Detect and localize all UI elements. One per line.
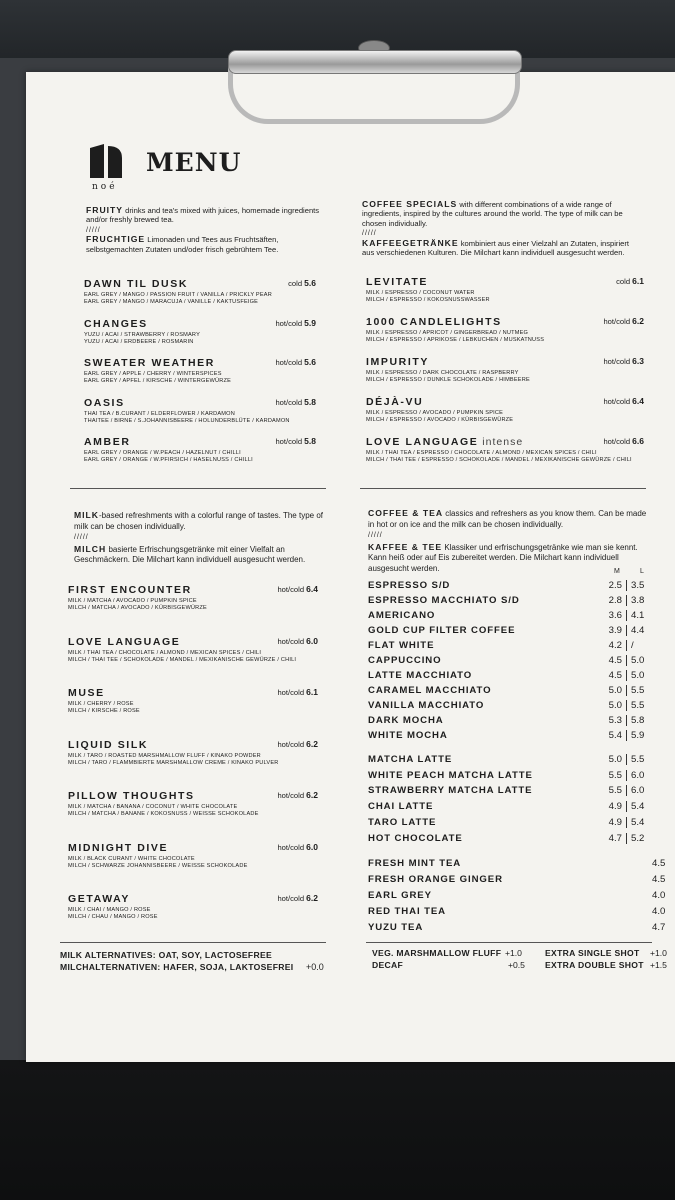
latte-item-name: STRAWBERRY MATCHA LATTE [368, 785, 533, 797]
menu-item-ingredients-en: MILK / CHERRY / ROSE [68, 701, 134, 707]
latte-item-row [368, 785, 658, 799]
milk-intro-heading: MILK [74, 510, 100, 520]
menu-item-ingredients-en: MILK / BLACK CURANT / WHITE CHOCOLATE [68, 855, 195, 862]
menu-item-price [236, 318, 316, 328]
price-label: hot/cold [277, 791, 307, 800]
coffee-tea-de-text: Klassiker und erfrischungsgetränke wie man sie kennt. Kann heiß oder auf Eis zubereitet werden. Die Milchart kann individuell ausgesucht werden. [368, 542, 638, 573]
coffee-item-name: CAPPUCCINO [368, 655, 442, 666]
price-value: 6.2 [306, 790, 318, 800]
latte-item-row [368, 801, 658, 815]
tea-item-name: EARL GREY [368, 890, 432, 901]
tea-item-row [368, 858, 658, 872]
menu-item-ingredients-en: MILK / TARO / ROASTED MARSHMALLOW FLUFF / KINAKO POWDER [68, 752, 261, 759]
extra-name: EXTRA DOUBLE SHOT [545, 960, 644, 970]
coffee-item-price-l: 5.5 [626, 685, 657, 696]
coffee-item-price-m: 2.8 [608, 595, 622, 606]
coffee-item-price-m: 4.5 [608, 670, 622, 681]
coffee-tea-heading: COFFEE & TEA [368, 508, 444, 518]
fruity-divider: ///// [86, 226, 101, 234]
menu-item-price [238, 636, 318, 646]
price-label: hot/cold [277, 842, 307, 852]
coffee-item-name: LATTE MACCHIATO [368, 670, 473, 681]
menu-item-name: CHANGES [84, 317, 148, 330]
menu-item-name: IMPURITY [366, 356, 429, 368]
coffee-tea-divider: ///// [368, 532, 383, 539]
coffee-item-name: GOLD CUP FILTER COFFEE [368, 625, 516, 636]
menu-item-name: AMBER [84, 436, 131, 448]
extra-name: DECAF [372, 960, 404, 970]
price-label: hot/cold [603, 397, 633, 406]
menu-item-price [238, 893, 318, 903]
menu-item-ingredients-en: EARL GREY / ORANGE / W.PEACH / HAZELNUT / CHILLI [84, 450, 241, 456]
coffee-item-price-m: 4.2 [608, 640, 622, 651]
coffee-item-name: DARK MOCHA [368, 715, 444, 726]
extras-rule [366, 942, 652, 943]
menu-item-name: SWEATER WEATHER [84, 357, 215, 369]
price-label: cold [288, 279, 305, 288]
menu-item-ingredients-en: MILK / MATCHA / BANANA / COCONUT / WHITE CHOCOLATE [68, 804, 238, 810]
menu-item-name: 1000 CANDLELIGHTS [366, 316, 502, 328]
latte-item-row [368, 833, 658, 847]
menu-item-name: DÉJÀ-VU [366, 396, 424, 408]
coffee-item-name: VANILLA MACCHIATO [368, 700, 485, 711]
price-label: hot/cold [275, 397, 305, 407]
menu-item-name: LOVE LANGUAGE intense [366, 436, 524, 448]
extra-price: +1.5 [650, 960, 667, 970]
coffee-item-price-l: 3.8 [626, 595, 657, 606]
menu-item-price [238, 790, 318, 800]
coffee-item-price-l: 5.5 [626, 700, 657, 711]
coffee-item-row [368, 595, 658, 609]
coffee-item-row [368, 700, 658, 714]
menu-item-price [564, 396, 644, 406]
price-label: hot/cold [277, 739, 307, 749]
latte-item-price-l: 5.5 [626, 754, 657, 765]
price-value: 6.0 [306, 841, 318, 852]
menu-item-price [236, 397, 316, 407]
extra-price: +0.5 [508, 960, 525, 970]
milk-intro-text: -based refreshments with a colorful range of tastes. The type of milk can be chosen individually. [74, 511, 323, 531]
tea-item-name: YUZU TEA [368, 922, 424, 933]
latte-item-price-m: 4.7 [608, 832, 622, 844]
coffee-specials-de-text: kombiniert aus einer Vielzahl an Zutaten, inspiriert aus verschiedenen Kulturen. Die Milchart kann individuell ausgesucht werden. [362, 238, 630, 258]
menu-item-ingredients-de: MILCH / ESPRESSO / DUNKLE SCHOKOLADE / HIMBEERE [366, 377, 530, 383]
coffee-item-row [368, 670, 658, 684]
tea-item-row [368, 906, 658, 920]
coffee-item-row [368, 655, 658, 669]
fruity-de-heading: FRUCHTIGE [86, 234, 146, 245]
latte-item-row [368, 754, 658, 768]
coffee-specials-text: with different combinations of a wide range of ingredients, inspired by the cultures around the world. The type of milk can be chosen individually. [362, 200, 623, 228]
latte-item-price-m: 5.5 [608, 769, 622, 781]
extra-price: +1.0 [650, 948, 667, 958]
menu-item-ingredients-de: MILCH / ESPRESSO / APRIKOSE / LEBKUCHEN / MUSKATNUSS [366, 337, 545, 343]
milk-intro [74, 510, 332, 566]
coffee-item-row [368, 715, 658, 729]
coffee-item-row [368, 580, 658, 594]
tea-item-price: 4.7 [652, 922, 666, 933]
menu-item-price [236, 357, 316, 367]
price-value: 6.2 [306, 893, 318, 903]
extra-name: EXTRA SINGLE SHOT [545, 948, 640, 958]
menu-item-ingredients-en: MILK / ESPRESSO / AVOCADO / PUMPKIN SPICE [366, 410, 504, 416]
coffee-item-name: ESPRESSO MACCHIATO S/D [368, 595, 520, 606]
menu-item-name: FIRST ENCOUNTER [68, 584, 192, 596]
coffee-item-price-l: / [626, 640, 657, 651]
fruity-intro [86, 206, 336, 254]
menu-item-price [236, 436, 316, 446]
latte-item-price-l: 5.4 [626, 801, 657, 812]
price-value: 6.0 [306, 635, 318, 646]
menu-item-ingredients-en: MILK / THAI TEA / CHOCOLATE / ALMOND / MEXICAN SPICES / CHILI [68, 649, 262, 656]
coffee-item-price-m: 3.6 [608, 610, 622, 621]
coffee-item-name: CARAMEL MACCHIATO [368, 685, 492, 696]
coffee-specials-intro [362, 200, 632, 257]
menu-item-ingredients-en: MILK / CHAI / MANGO / ROSE [68, 907, 151, 913]
menu-item-name: PILLOW THOUGHTS [68, 790, 195, 802]
menu-item-ingredients-de: YUZU / ACAI / ERDBEERE / ROSMARIN [84, 338, 194, 345]
price-label: hot/cold [277, 585, 307, 594]
menu-item-price [238, 687, 318, 697]
latte-item-name: CHAI LATTE [368, 801, 434, 813]
clipboard-clip [228, 40, 520, 126]
tea-item-price: 4.0 [652, 890, 666, 901]
menu-item-price [238, 842, 318, 852]
milk-de-heading: MILCH [74, 543, 107, 554]
page-title: MENU [146, 148, 242, 177]
coffee-item-row [368, 640, 658, 654]
coffee-item-price-m: 5.4 [608, 730, 622, 741]
menu-item-price [564, 356, 644, 366]
menu-item-ingredients-de: EARL GREY / MANGO / MARACUJA / VANILLE / KAKTUSFEIGE [84, 299, 259, 305]
menu-item-ingredients-en: MILK / ESPRESSO / DARK CHOCOLATE / RASPBERRY [366, 370, 519, 376]
coffee-tea-text: classics and refreshers as you know them. Can be made in hot or on ice and the milk can be chosen individually. [368, 509, 647, 529]
menu-item-ingredients-en: EARL GREY / MANGO / PASSION FRUIT / VANILLA / PRICKLY PEAR [84, 292, 272, 298]
menu-item-price [564, 316, 644, 326]
coffee-item-row [368, 610, 658, 624]
milk-de-text: basierte Erfrischungsgetränke mit einer Vielfalt an Geschmäckern. Die Milchart kann individuell ausgesucht werden. [74, 544, 306, 564]
coffee-specials-heading: COFFEE SPECIALS [362, 199, 458, 209]
tea-item-name: FRESH MINT TEA [368, 858, 462, 869]
latte-item-row [368, 770, 658, 784]
tea-item-row [368, 874, 658, 888]
coffee-item-price-l: 5.9 [626, 730, 657, 741]
price-value: 6.1 [306, 687, 318, 697]
price-label: hot/cold [275, 437, 305, 446]
price-label: hot/cold [277, 894, 307, 903]
milk-alternatives-de: MILCHALTERNATIVEN: HAFER, SOJA, LAKTOSEFREI [60, 962, 294, 972]
menu-item-ingredients-de: EARL GREY / ORANGE / W.PFIRSICH / HASELNUSS / CHILLI [84, 457, 253, 463]
size-m-header: M [614, 568, 620, 575]
coffee-item-price-l: 5.8 [626, 715, 657, 726]
tea-item-name: RED THAI TEA [368, 906, 446, 917]
coffee-item-price-m: 4.5 [608, 655, 622, 666]
coffee-item-row [368, 625, 658, 639]
coffee-item-price-m: 5.0 [608, 700, 622, 711]
menu-item-suffix: intense [478, 436, 524, 448]
coffee-item-price-m: 3.9 [608, 625, 622, 636]
menu-item-name: LEVITATE [366, 276, 428, 288]
menu-item-ingredients-de: MILCH / KIRSCHE / ROSE [68, 708, 140, 714]
latte-item-row [368, 817, 658, 831]
price-value: 6.2 [632, 316, 644, 326]
menu-item-ingredients-de: THAITEE / BIRNE / S.JOHANNISBEERE / HOLUNDERBLÜTE / KARDAMON [84, 417, 290, 424]
fruity-intro-text: drinks and tea's mixed with juices, homemade ingredients and/or freshly brewed tea. [86, 206, 320, 225]
milk-alternatives-en: MILK ALTERNATIVES: OAT, SOY, LACTOSEFREE [60, 950, 273, 960]
price-label: hot/cold [275, 358, 305, 367]
latte-item-price-l: 5.4 [626, 817, 657, 828]
price-label: cold [616, 277, 633, 286]
menu-item-price [564, 436, 644, 446]
menu-item-ingredients-de: MILCH / THAI TEE / ESPRESSO / SCHOKOLADE / MANDEL / MEXIKANISCHE GEWÜRZE / CHILI [366, 457, 632, 463]
fruity-intro-heading: FRUITY [86, 205, 124, 215]
coffee-item-name: AMERICANO [368, 610, 436, 621]
milk-alternatives-price: +0.0 [306, 962, 324, 972]
latte-item-price-l: 6.0 [626, 785, 657, 796]
latte-item-name: TARO LATTE [368, 816, 437, 828]
coffee-tea-de-heading: KAFFEE & TEE [368, 541, 443, 552]
milk-divider: ///// [74, 534, 89, 541]
price-value: 6.3 [632, 356, 644, 366]
menu-item-ingredients-de: MILCH / CHAU / MANGO / ROSE [68, 914, 158, 920]
table-background-bottom [0, 1060, 675, 1200]
menu-item-ingredients-de: MILCH / MATCHA / BANANE / KOKOSNUSS / WEISSE SCHOKOLADE [68, 811, 259, 817]
price-label: hot/cold [275, 318, 305, 328]
price-value: 5.6 [304, 278, 316, 288]
fruity-de-text: Limonaden und Tees aus Fruchtsäften, selbstgemachten Zutaten und/oder frisch gebrühtem Tee. [86, 235, 279, 254]
coffee-item-price-l: 5.0 [626, 655, 657, 666]
menu-item-name: LOVE LANGUAGE [68, 635, 181, 648]
coffee-item-price-l: 4.1 [626, 610, 657, 621]
coffee-item-name: ESPRESSO S/D [368, 580, 451, 591]
menu-item-ingredients-en: MILK / ESPRESSO / COCONUT WATER [366, 290, 475, 296]
coffee-item-price-l: 3.5 [626, 580, 657, 591]
extra-price: +1.0 [505, 948, 522, 958]
price-value: 5.8 [304, 436, 316, 446]
latte-item-price-m: 4.9 [608, 816, 622, 828]
price-label: hot/cold [277, 688, 307, 697]
menu-item-ingredients-en: MILK / THAI TEA / ESPRESSO / CHOCOLATE / ALMOND / MEXICAN SPICES / CHILI [366, 450, 597, 456]
menu-item-ingredients-de: MILCH / MATCHA / AVOCADO / KÜRBISGEWÜRZE [68, 605, 207, 611]
menu-item-ingredients-en: YUZU / ACAI / STRAWBERRY / ROSMARY [84, 331, 201, 338]
menu-item-ingredients-en: MILK / MATCHA / AVOCADO / PUMPKIN SPICE [68, 598, 197, 604]
menu-item-ingredients-en: EARL GREY / APPLE / CHERRY / WINTERSPICES [84, 371, 222, 377]
coffee-specials-divider: ///// [362, 230, 377, 238]
menu-item-ingredients-en: THAI TEA / B.CURANT / ELDERFLOWER / KARDAMON [84, 410, 235, 417]
coffee-specials-de-heading: KAFFEEGETRÄNKE [362, 237, 459, 248]
tea-item-price: 4.5 [652, 858, 666, 869]
menu-item-price [238, 584, 318, 594]
price-label: hot/cold [603, 437, 633, 446]
menu-item-name: MIDNIGHT DIVE [68, 841, 169, 854]
price-value: 5.8 [304, 396, 316, 407]
brand-name: noé [92, 182, 118, 192]
clip-wire-loop [228, 66, 520, 124]
latte-item-price-m: 5.0 [608, 754, 622, 765]
coffee-item-price-m: 5.3 [608, 715, 622, 726]
tea-item-row [368, 890, 658, 904]
menu-item-name: MUSE [68, 687, 105, 699]
coffee-item-name: WHITE MOCHA [368, 730, 448, 741]
menu-item-name: OASIS [84, 396, 125, 409]
coffee-tea-intro [368, 508, 648, 574]
latte-item-price-l: 6.0 [626, 770, 657, 781]
latte-item-name: HOT CHOCOLATE [368, 832, 463, 844]
coffee-item-name: FLAT WHITE [368, 640, 435, 651]
menu-item-ingredients-de: EARL GREY / APFEL / KIRSCHE / WINTERGEWÜRZE [84, 378, 232, 384]
coffee-item-price-l: 5.0 [626, 670, 657, 681]
menu-item-ingredients-de: MILCH / SCHWARZE JOHANNISBEERE / WEISSE SCHOKOLADE [68, 862, 248, 869]
tea-item-price: 4.0 [652, 906, 666, 917]
price-value: 6.1 [632, 276, 644, 286]
latte-item-price-m: 4.9 [608, 801, 622, 813]
menu-item-price [564, 276, 644, 286]
latte-item-name: WHITE PEACH MATCHA LATTE [368, 769, 533, 781]
menu-item-price [236, 278, 316, 288]
price-label: hot/cold [603, 357, 633, 366]
menu-item-ingredients-de: MILCH / ESPRESSO / AVOCADO / KÜRBISGEWÜRZE [366, 417, 514, 423]
price-label: hot/cold [277, 636, 307, 646]
price-value: 6.2 [306, 738, 318, 749]
latte-item-name: MATCHA LATTE [368, 754, 453, 765]
menu-item-ingredients-de: MILCH / ESPRESSO / KOKOSNUSSWASSER [366, 297, 490, 303]
clip-bar [228, 50, 522, 74]
price-value: 5.9 [304, 317, 316, 328]
latte-item-price-l: 5.2 [626, 833, 657, 844]
coffee-item-price-l: 4.4 [626, 625, 657, 636]
menu-item-name: LIQUID SILK [68, 738, 149, 751]
menu-item-name: GETAWAY [68, 893, 130, 905]
extra-name: VEG. MARSHMALLOW FLUFF [372, 948, 502, 958]
price-value: 6.4 [632, 396, 644, 406]
menu-item-ingredients-de: MILCH / THAI TEE / SCHOKOLADE / MANDEL / MEXIKANISCHE GEWÜRZE / CHILI [68, 656, 297, 663]
section-divider-right [360, 488, 646, 489]
noe-logo-icon [88, 144, 124, 178]
menu-item-name: DAWN TIL DUSK [84, 278, 189, 290]
section-divider-left [70, 488, 326, 489]
coffee-item-row [368, 685, 658, 699]
price-label: hot/cold [603, 317, 633, 326]
tea-item-price: 4.5 [652, 874, 666, 885]
milk-alternatives-rule [60, 942, 326, 943]
size-l-header: L [640, 568, 644, 575]
menu-item-price [238, 739, 318, 749]
price-value: 6.4 [306, 584, 318, 594]
latte-item-price-m: 5.5 [608, 785, 622, 797]
tea-item-row [368, 922, 658, 936]
price-value: 5.6 [304, 357, 316, 367]
coffee-item-row [368, 730, 658, 744]
menu-item-ingredients-en: MILK / ESPRESSO / APRICOT / GINGERBREAD / NUTMEG [366, 330, 529, 336]
coffee-item-price-m: 2.5 [608, 580, 622, 591]
price-value: 6.6 [632, 436, 644, 446]
menu-item-ingredients-de: MILCH / TARO / FLAMMBIERTE MARSHMALLOW CREME / KINAKO PULVER [68, 759, 279, 766]
tea-item-name: FRESH ORANGE GINGER [368, 874, 503, 885]
coffee-item-price-m: 5.0 [608, 685, 622, 696]
